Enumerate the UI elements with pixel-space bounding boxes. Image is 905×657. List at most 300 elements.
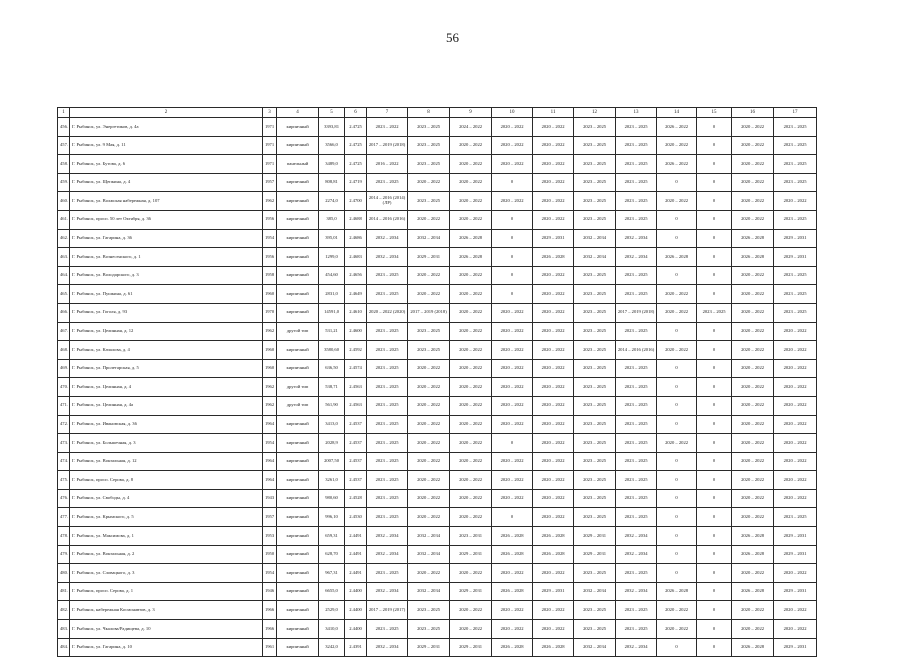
table-cell: 2032 – 2034 <box>408 582 450 601</box>
table-cell: 2020 – 2022 <box>774 396 817 415</box>
table-cell: 2.4537 <box>345 415 367 434</box>
table-cell: 2029 – 2031 <box>774 582 817 601</box>
table-row <box>58 118 817 137</box>
table-cell: 2020 – 2022 <box>774 564 817 583</box>
table-cell: 467. <box>58 322 70 341</box>
table-cell: 2023 – 2025 <box>574 564 616 583</box>
table-cell: 0 <box>697 173 732 192</box>
table-cell: 2026 – 2028 <box>732 582 774 601</box>
table-cell: 2029 – 2031 <box>450 582 492 601</box>
table-cell: кирпичный <box>277 527 319 546</box>
table-cell: 2032 – 2034 <box>574 229 616 248</box>
table-cell: 2020 – 2022 <box>492 118 533 137</box>
table-cell: кирпичный <box>277 192 319 211</box>
table-cell: 2023 – 2025 <box>574 620 616 639</box>
table-cell: 2023 – 2025 <box>616 620 657 639</box>
table-cell: 2020 – 2022 <box>408 266 450 285</box>
table-cell: 2023 – 2025 <box>574 173 616 192</box>
table-cell: 1299,0 <box>319 248 345 267</box>
table-cell: 0 <box>697 620 732 639</box>
table-row <box>58 136 817 155</box>
column-number-cell: 11 <box>533 108 574 118</box>
table-cell: 967,31 <box>319 564 345 583</box>
table-cell: 2020 – 2022 <box>450 285 492 304</box>
table-cell: 2020 – 2022 <box>533 489 574 508</box>
table-cell: 2020 – 2022 <box>450 601 492 620</box>
table-cell: 0 <box>697 564 732 583</box>
table-cell: Г. Рыбинск, ул. Щепкина, д. 4 <box>70 173 263 192</box>
table-cell: 2023 – 2022 <box>367 118 408 137</box>
table-row <box>58 601 817 620</box>
table-cell: кирпичный <box>277 434 319 453</box>
table-cell: 2017 – 2019 (2018) <box>367 136 408 155</box>
table-cell: 0 <box>697 192 732 211</box>
table-cell: 2.4537 <box>345 452 367 471</box>
table-cell: 2020 – 2022 <box>492 415 533 434</box>
table-cell: 2029 – 2031 <box>574 545 616 564</box>
table-cell: 2020 – 2022 <box>408 452 450 471</box>
table-row <box>58 452 817 471</box>
table-cell: 2020 – 2022 <box>533 601 574 620</box>
table-cell: 476. <box>58 489 70 508</box>
table-cell: 2023 – 2025 <box>616 452 657 471</box>
table-cell: 1958 <box>263 266 277 285</box>
table-cell: 2023 – 2025 <box>574 601 616 620</box>
table-row <box>58 229 817 248</box>
column-number-cell: 5 <box>319 108 345 118</box>
table-cell: 2023 – 2025 <box>574 359 616 378</box>
table-cell: 2020 – 2022 <box>408 434 450 453</box>
table-cell: 2020 – 2022 <box>408 210 450 229</box>
table-cell: 2026 – 2028 <box>732 527 774 546</box>
table-cell: 2032 – 2034 <box>616 545 657 564</box>
table-cell: 2020 – 2022 (2020) <box>367 303 408 322</box>
table-cell: 2023 – 2025 <box>774 508 817 527</box>
table-cell: 2020 – 2022 <box>408 415 450 434</box>
table-cell: 2023 – 2025 <box>367 285 408 304</box>
table-row <box>58 359 817 378</box>
table-cell: 462. <box>58 229 70 248</box>
table-cell: 2023 – 2025 <box>616 564 657 583</box>
table-cell: 2026 – 2028 <box>492 545 533 564</box>
table-cell: 0 <box>657 527 697 546</box>
table-cell: 2020 – 2022 <box>450 378 492 397</box>
table-row <box>58 471 817 490</box>
table-cell: 0 <box>492 266 533 285</box>
table-cell: 2020 – 2022 <box>657 303 697 322</box>
table-cell: 2032 – 2034 <box>574 248 616 267</box>
table-cell: панельный <box>277 155 319 174</box>
table-cell: 0 <box>657 210 697 229</box>
table-cell: 2020 – 2022 <box>732 601 774 620</box>
table-cell: 0 <box>697 118 732 137</box>
table-cell: 458. <box>58 155 70 174</box>
table-cell: кирпичный <box>277 471 319 490</box>
table-cell: 2020 – 2022 <box>533 434 574 453</box>
table-cell: Г. Рыбинск, ул. Большечная, д. 3 <box>70 434 263 453</box>
table-cell: 2023 – 2025 <box>616 118 657 137</box>
table-cell: 1962 <box>263 192 277 211</box>
table-cell: 2020 – 2022 <box>732 396 774 415</box>
table-cell: Г. Рыбинск, ул. Словацкого, д. 3 <box>70 564 263 583</box>
table-cell: 2023 – 2025 <box>367 452 408 471</box>
table-cell: 2032 – 2034 <box>408 527 450 546</box>
table-cell: 2023 – 2031 <box>450 527 492 546</box>
table-cell: 2020 – 2022 <box>533 359 574 378</box>
table-cell: 2023 – 2025 <box>616 155 657 174</box>
table-cell: кирпичный <box>277 638 319 657</box>
table-cell: 385,0 <box>319 210 345 229</box>
table-cell: Г. Рыбинск, ул. Целинная, д. 12 <box>70 322 263 341</box>
table-cell: 2017 – 2019 (2017) <box>367 601 408 620</box>
table-cell: кирпичный <box>277 210 319 229</box>
table-cell: 2023 – 2025 <box>408 601 450 620</box>
table-cell: 456. <box>58 118 70 137</box>
table-cell: 2026 – 2028 <box>657 582 697 601</box>
table-cell: 2023 – 2025 <box>616 434 657 453</box>
table-cell: 2020 – 2022 <box>450 471 492 490</box>
table-cell: кирпичный <box>277 285 319 304</box>
table-cell: 2.4592 <box>345 341 367 360</box>
table-cell: 2020 – 2022 <box>732 266 774 285</box>
table-cell: 2014 – 2016 (2014) (ЛР) <box>367 192 408 211</box>
table-cell: 2.4610 <box>345 303 367 322</box>
table-cell: 2020 – 2022 <box>732 136 774 155</box>
table-cell: 2.4574 <box>345 359 367 378</box>
table-cell: 2.4563 <box>345 378 367 397</box>
table-cell: 2020 – 2022 <box>533 378 574 397</box>
table-cell: 472. <box>58 415 70 434</box>
table-cell: 2020 – 2022 <box>774 415 817 434</box>
table-cell: 2020 – 2022 <box>492 601 533 620</box>
table-cell: 2023 – 2025 <box>616 210 657 229</box>
table-cell: другой тип <box>277 322 319 341</box>
table-cell: 2023 – 2025 <box>616 173 657 192</box>
table-cell: 2020 – 2022 <box>732 341 774 360</box>
table-cell: 2020 – 2022 <box>732 489 774 508</box>
table-cell: 2023 – 2025 <box>574 452 616 471</box>
table-cell: 2023 – 2025 <box>774 303 817 322</box>
table-cell: 0 <box>697 471 732 490</box>
table-cell: 2020 – 2022 <box>533 118 574 137</box>
table-cell: 1956 <box>263 248 277 267</box>
table-cell: 2020 – 2022 <box>533 341 574 360</box>
table-cell: 474. <box>58 452 70 471</box>
table-cell: 2023 – 2025 <box>574 434 616 453</box>
table-cell: 0 <box>697 527 732 546</box>
table-cell: 2032 – 2034 <box>616 248 657 267</box>
table-cell: 3393,81 <box>319 118 345 137</box>
table-row <box>58 378 817 397</box>
table-cell: 2020 – 2022 <box>492 471 533 490</box>
table-cell: 2023 – 2025 <box>574 192 616 211</box>
table-cell: Г. Рыбинск, ул. Ивановская, д. 36 <box>70 415 263 434</box>
table-cell: 2020 – 2022 <box>732 471 774 490</box>
table-cell: 2020 – 2022 <box>533 471 574 490</box>
table-row <box>58 527 817 546</box>
table-cell: 3261,0 <box>319 471 345 490</box>
table-cell: 2020 – 2022 <box>533 155 574 174</box>
column-number-cell: 10 <box>492 108 533 118</box>
table-cell: 2020 – 2022 <box>492 396 533 415</box>
table-cell: кирпичный <box>277 173 319 192</box>
table-cell: 2020 – 2022 <box>450 489 492 508</box>
table-cell: 464. <box>58 266 70 285</box>
table-cell: 2023 – 2025 <box>616 285 657 304</box>
table-cell: 2020 – 2022 <box>774 620 817 639</box>
table-cell: 0 <box>657 229 697 248</box>
table-cell: 561,90 <box>319 396 345 415</box>
table-cell: 3242,0 <box>319 638 345 657</box>
table-cell: 2023 – 2025 <box>616 359 657 378</box>
column-number-cell: 2 <box>70 108 263 118</box>
table-cell: кирпичный <box>277 452 319 471</box>
table-cell: Г. Рыбинск, ул. Вокзальная, д. 2 <box>70 545 263 564</box>
table-cell: 2020 – 2022 <box>450 155 492 174</box>
table-row <box>58 415 817 434</box>
table-cell: 2029 – 2031 <box>408 248 450 267</box>
table-cell: 2026 – 2028 <box>732 229 774 248</box>
table-cell: 2020 – 2022 <box>533 415 574 434</box>
table-cell: 2017 – 2019 (2018) <box>616 303 657 322</box>
table-cell: 2020 – 2022 <box>450 434 492 453</box>
table-cell: 2026 – 2028 <box>732 638 774 657</box>
table-cell: 2032 – 2034 <box>367 229 408 248</box>
table-cell: 2020 – 2022 <box>533 173 574 192</box>
column-number-cell: 14 <box>657 108 697 118</box>
table-cell: 469. <box>58 359 70 378</box>
table-cell: 2032 – 2034 <box>367 582 408 601</box>
table-cell: 2032 – 2034 <box>616 638 657 657</box>
table-cell: 2020 – 2022 <box>450 415 492 434</box>
table-cell: 2032 – 2034 <box>616 229 657 248</box>
table-cell: 2020 – 2022 <box>774 322 817 341</box>
table-cell: 2023 – 2025 <box>408 155 450 174</box>
table-cell: 2023 – 2025 <box>616 136 657 155</box>
table-cell: 2023 – 2025 <box>367 266 408 285</box>
table-cell: 2020 – 2022 <box>732 118 774 137</box>
table-cell: 1954 <box>263 564 277 583</box>
table-cell: 2.4688 <box>345 210 367 229</box>
table-cell: кирпичный <box>277 545 319 564</box>
table-cell: 0 <box>492 229 533 248</box>
table-cell: Г. Рыбинск, ул. Чкалова/Радищева, д. 10 <box>70 620 263 639</box>
table-cell: 2020 – 2022 <box>492 155 533 174</box>
table-cell: 0 <box>657 359 697 378</box>
table-cell: 2020 – 2022 <box>732 155 774 174</box>
table-cell: 2023 – 2025 <box>616 508 657 527</box>
table-cell: 2020 – 2022 <box>774 489 817 508</box>
table-cell: другой тип <box>277 378 319 397</box>
table-cell: Г. Рыбинск, ул. Максимова, д. 1 <box>70 527 263 546</box>
table-cell: 2020 – 2022 <box>732 620 774 639</box>
table-cell: 0 <box>697 452 732 471</box>
table-cell: 0 <box>697 248 732 267</box>
table-cell: Г. Рыбинск, ул. 9 Мая, д. 11 <box>70 136 263 155</box>
table-cell: 463. <box>58 248 70 267</box>
table-cell: 460. <box>58 192 70 211</box>
table-cell: 2020 – 2022 <box>732 452 774 471</box>
table-cell: 2017 – 2019 (2018) <box>408 303 450 322</box>
table-cell: 465. <box>58 285 70 304</box>
table-row <box>58 582 817 601</box>
table-cell: 0 <box>697 378 732 397</box>
table-cell: 2023 – 2025 <box>367 489 408 508</box>
table-cell: 0 <box>657 415 697 434</box>
table-cell: 2020 – 2022 <box>450 192 492 211</box>
table-cell: 0 <box>697 508 732 527</box>
table-cell: 1964 <box>263 452 277 471</box>
table-cell: 2023 – 2025 <box>616 489 657 508</box>
table-cell: 2023 – 2025 <box>774 285 817 304</box>
table-cell: 2020 – 2022 <box>492 322 533 341</box>
table-cell: 2023 – 2025 <box>367 396 408 415</box>
table-cell: 2023 – 2025 <box>574 210 616 229</box>
table-cell: 1961 <box>263 638 277 657</box>
table-cell: кирпичный <box>277 341 319 360</box>
table-cell: 1971 <box>263 155 277 174</box>
table-cell: 2020 – 2022 <box>732 359 774 378</box>
table-cell: 2023 – 2025 <box>574 415 616 434</box>
table-cell: 2029 – 2031 <box>774 527 817 546</box>
table-cell: 2274,0 <box>319 192 345 211</box>
table-cell: 2.4686 <box>345 229 367 248</box>
table-cell: 1971 <box>263 136 277 155</box>
table-cell: 2023 – 2025 <box>574 303 616 322</box>
table-cell: 808,81 <box>319 173 345 192</box>
table-cell: 6655,0 <box>319 582 345 601</box>
table-cell: 2026 – 2028 <box>533 638 574 657</box>
table-row <box>58 155 817 174</box>
table-cell: 0 <box>697 359 732 378</box>
table-cell: кирпичный <box>277 136 319 155</box>
table-cell: 2.4400 <box>345 601 367 620</box>
table-cell: 2023 – 2025 <box>367 620 408 639</box>
table-cell: 2023 – 2025 <box>616 378 657 397</box>
table-cell: 2529,0 <box>319 601 345 620</box>
table-cell: 2023 – 2025 <box>367 378 408 397</box>
table-cell: 478. <box>58 527 70 546</box>
column-number-cell: 13 <box>616 108 657 118</box>
table-cell: 2023 – 2025 <box>574 471 616 490</box>
table-cell: кирпичный <box>277 359 319 378</box>
table-cell: 14591,0 <box>319 303 345 322</box>
table-cell: 2020 – 2022 <box>492 359 533 378</box>
column-number-cell: 16 <box>732 108 774 118</box>
table-cell: 2026 – 2028 <box>450 248 492 267</box>
table-cell: 3566,0 <box>319 136 345 155</box>
table-cell: 2029 – 2031 <box>774 638 817 657</box>
table-cell: 2020 – 2022 <box>408 471 450 490</box>
table-cell: Г. Рыбинск, ул. Вознесенского, д. 1 <box>70 248 263 267</box>
table-cell: 2020 – 2022 <box>533 452 574 471</box>
table-cell: 2020 – 2022 <box>732 210 774 229</box>
table-cell: 483. <box>58 620 70 639</box>
table-cell: 473. <box>58 434 70 453</box>
table-cell: 2020 – 2022 <box>533 285 574 304</box>
table-cell: 2020 – 2022 <box>774 378 817 397</box>
table-cell: 466. <box>58 303 70 322</box>
table-cell: 2029 – 2031 <box>574 527 616 546</box>
table-cell: 2020 – 2022 <box>408 564 450 583</box>
table-cell: кирпичный <box>277 508 319 527</box>
table-cell: Г. Рыбинск, ул. Качалова, д. 4 <box>70 341 263 360</box>
table-cell: 2026 – 2028 <box>492 638 533 657</box>
table-cell: 2029 – 2031 <box>774 545 817 564</box>
table-cell: 2026 – 2028 <box>732 248 774 267</box>
table-cell: 0 <box>492 434 533 453</box>
table-cell: Г. Рыбинск, ул. Свободы, д. 4 <box>70 489 263 508</box>
capital-repair-schedule-table <box>57 107 817 657</box>
table-cell: 2020 – 2022 <box>408 285 450 304</box>
table-cell: 2020 – 2022 <box>732 322 774 341</box>
table-cell: Г. Рыбинск, ул. Гагарина, д. 10 <box>70 638 263 657</box>
table-cell: 1962 <box>263 322 277 341</box>
table-cell: 2026 – 2022 <box>657 155 697 174</box>
table-cell: 2023 – 2025 <box>574 489 616 508</box>
table-cell: 2026 – 2022 <box>657 118 697 137</box>
table-cell: 2023 – 2025 <box>574 136 616 155</box>
table-cell: 2020 – 2022 <box>408 396 450 415</box>
table-row <box>58 564 817 583</box>
table-row <box>58 545 817 564</box>
column-number-cell: 6 <box>345 108 367 118</box>
table-cell: 1971 <box>263 118 277 137</box>
table-cell: 0 <box>697 638 732 657</box>
table-cell: 2029 – 2031 <box>774 229 817 248</box>
table-cell: 2020 – 2022 <box>450 322 492 341</box>
table-cell: 2032 – 2034 <box>574 638 616 657</box>
table-cell: 3580,60 <box>319 341 345 360</box>
table-cell: 2020 – 2022 <box>450 396 492 415</box>
table-cell: кирпичный <box>277 118 319 137</box>
table-row <box>58 322 817 341</box>
table-cell: Г. Рыбинск, ул. Пушкина, д. 61 <box>70 285 263 304</box>
table-cell: 3410,0 <box>319 620 345 639</box>
table-cell: 1964 <box>263 471 277 490</box>
table-cell: 0 <box>657 322 697 341</box>
table-cell: 2020 – 2022 <box>533 508 574 527</box>
table-cell: 980,60 <box>319 489 345 508</box>
column-number-cell: 7 <box>367 108 408 118</box>
table-cell: 628,70 <box>319 545 345 564</box>
table-cell: 2023 – 2025 <box>697 303 732 322</box>
table-cell: 1970 <box>263 303 277 322</box>
table-cell: 2020 – 2022 <box>492 192 533 211</box>
table-cell: 2020 – 2022 <box>774 359 817 378</box>
table-cell: 0 <box>697 285 732 304</box>
table-cell: 2020 – 2022 <box>450 508 492 527</box>
table-cell: кирпичный <box>277 582 319 601</box>
table-cell: 0 <box>657 173 697 192</box>
table-cell: 0 <box>697 322 732 341</box>
table-cell: 2.4649 <box>345 285 367 304</box>
table-cell: 2023 – 2025 <box>408 118 450 137</box>
table-cell: 2029 – 2031 <box>533 582 574 601</box>
table-cell: 2023 – 2025 <box>408 136 450 155</box>
table-cell: 1960 <box>263 341 277 360</box>
table-cell: 2023 – 2025 <box>367 341 408 360</box>
table-cell: 2020 – 2022 <box>732 415 774 434</box>
page-number: 56 <box>446 30 459 45</box>
table-cell: 2032 – 2034 <box>408 545 450 564</box>
table-cell: 2026 – 2028 <box>732 545 774 564</box>
table-cell: 2020 – 2022 <box>533 564 574 583</box>
table-cell: 2023 – 2025 <box>408 341 450 360</box>
table-row <box>58 303 817 322</box>
table-cell: Г. Рыбинск, просп. 50 лет Октября, д. 36 <box>70 210 263 229</box>
table-cell: 2014 – 2016 (2016) <box>367 210 408 229</box>
